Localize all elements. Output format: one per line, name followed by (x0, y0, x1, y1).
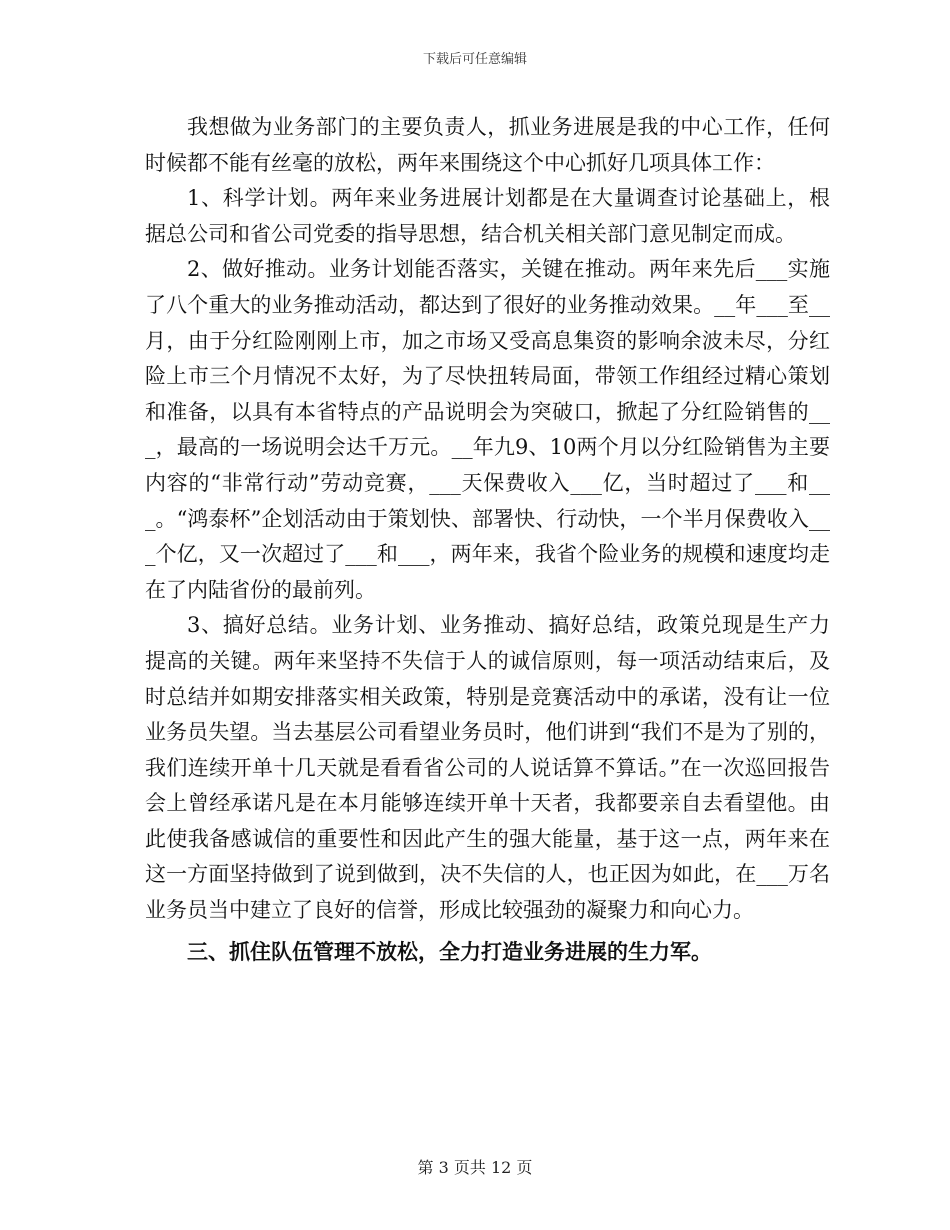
document-body (145, 110, 830, 969)
paragraph-intro: 我想做为业务部门的主要负责人，抓业务进展是我的中心工作，任何时候都不能有丝毫的放松，两年来围绕这个中心抓好几项具体工作： (145, 115, 830, 175)
paragraph-scientific-plan: 1、科学计划。两年来业务进展计划都是在大量调查讨论基础上，根据总公司和省公司党委的指导思想，结合机关相关部门意见制定而成。 (145, 186, 830, 246)
page-header: 下载后可任意编辑 (422, 52, 527, 67)
page-footer: 第 3 页共 12 页 (417, 1158, 533, 1177)
paragraph-promotion: 2、做好推动。业务计划能否落实，关键在推动。两年来先后___实施了八个重大的业务推动活动，都达到了很好的业务推动效果。__年___至__月，由于分红险刚刚上市，加之市场又受高息集资的影响余波未尽，分红险上市三个月情况不太好，为了尽快扭转局面，带领工作组经过精心策划和准备，以具有本省特点的产品说明会为突破口，掀起了分红险销售的___，最高的一场说明会达千万元。__年九9、10两个月以分红险销售为主要内容的“非常行动”劳动竞赛，___天保费收入___亿，当时超过了___和___。“鸿泰杯”企划活动由于策划快、部署快、行动快，一个半月保费收入___个亿，又一次超过了___和___，两年来，我省个险业务的规模和速度均走在了内陆省份的最前列。 (145, 257, 830, 602)
paragraph-summary: 3、搞好总结。业务计划、业务推动、搞好总结，政策兑现是生产力提高的关键。两年来坚持不失信于人的诚信原则，每一项活动结束后，及时总结并如期安排落实相关政策，特别是竞赛活动中的承诺，没有让一位业务员失望。当去基层公司看望业务员时，他们讲到“我们不是为了别的，我们连续开单十几天就是看看省公司的人说话算不算话。”在一次巡回报告会上曾经承诺凡是在本月能够连续开单十天者，我都要亲自去看望他。由此使我备感诚信的重要性和因此产生的强大能量，基于这一点，两年来在这一方面坚持做到了说到做到，决不失信的人，也正因为如此，在___万名业务员当中建立了良好的信誉，形成比较强劲的凝聚力和向心力。 (145, 613, 830, 923)
section-heading: 三、抓住队伍管理不放松，全力打造业务进展的生力军。 (187, 938, 712, 964)
